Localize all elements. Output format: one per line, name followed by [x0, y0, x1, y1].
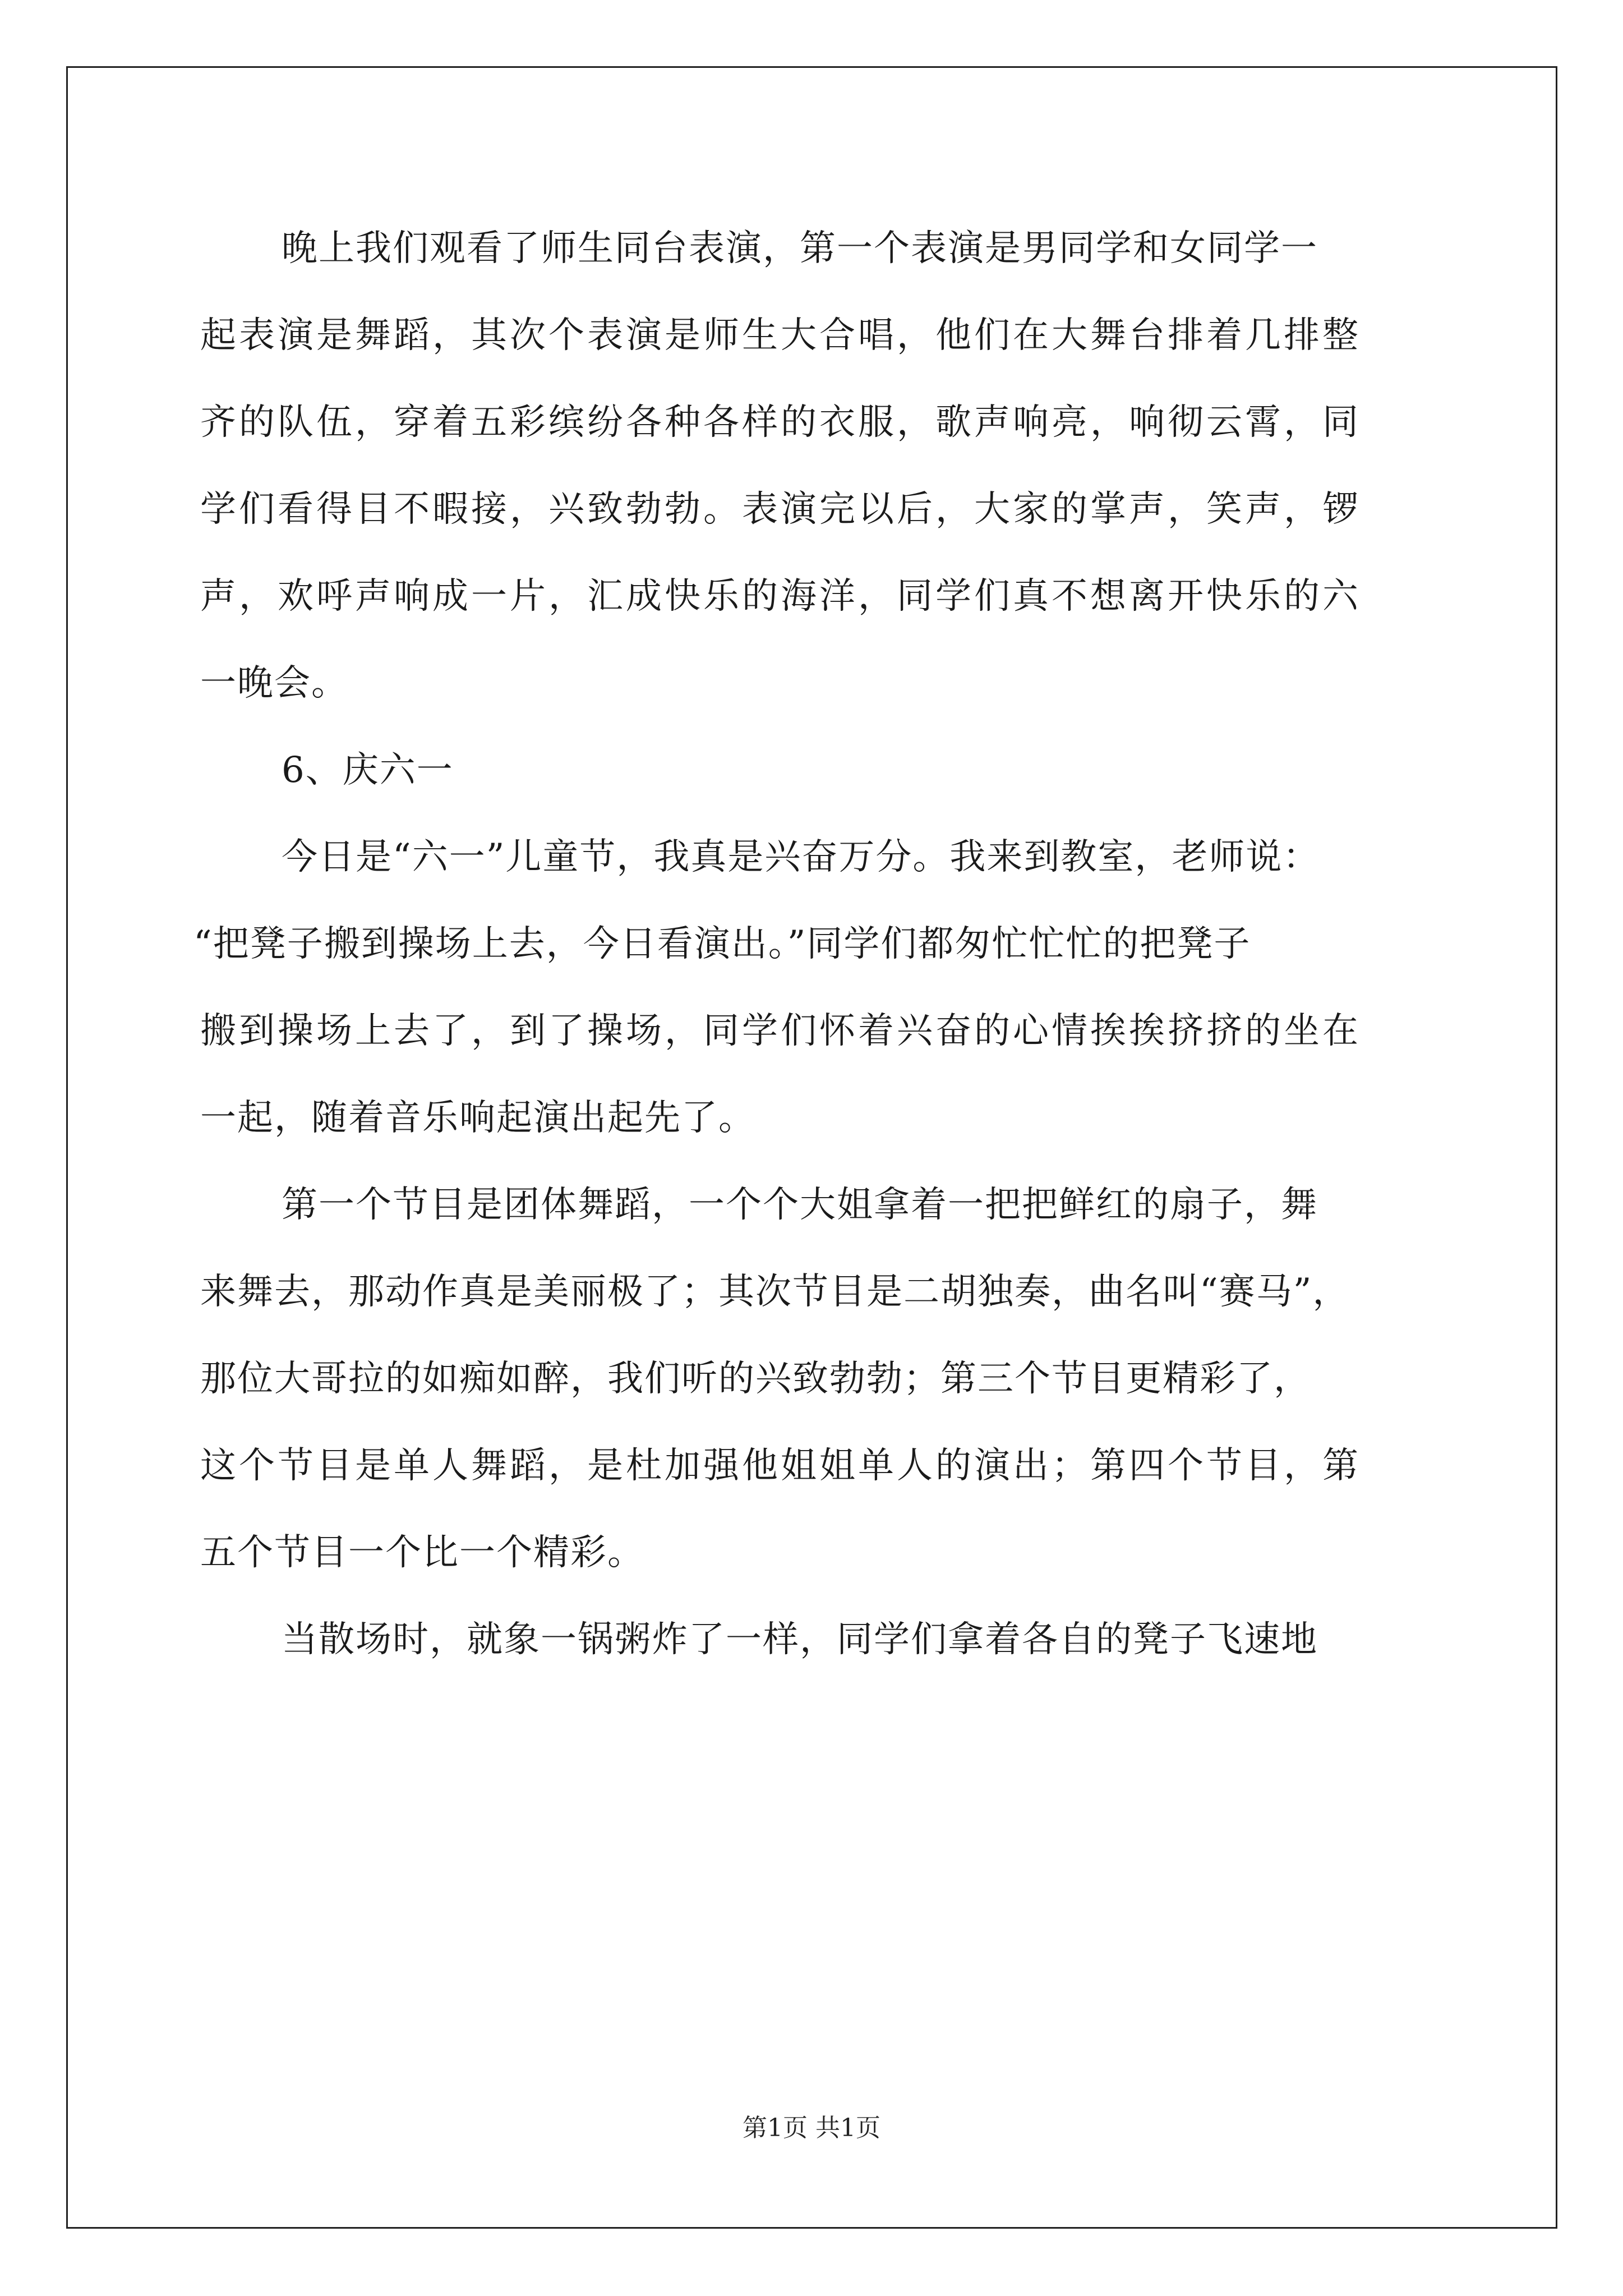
- section-heading: 6、庆六一: [282, 749, 454, 791]
- paragraph-line: 晚上我们观看了师生同台表演，第一个表演是男同学和女同学一: [282, 228, 1318, 269]
- paragraph-line: 来舞去，那动作真是美丽极了；其次节目是二胡独奏，曲名叫“赛马”，: [200, 1271, 1350, 1313]
- paragraph-line: 一起，随着音乐响起演出起先了。: [200, 1097, 755, 1139]
- paragraph-line: 搬到操场上去了，到了操场，同学们怀着兴奋的心情挨挨挤挤的坐在: [200, 1010, 1361, 1052]
- paragraph-line: 声，欢呼声响成一片，汇成快乐的海洋，同学们真不想离开快乐的六: [200, 576, 1361, 617]
- paragraph-line: 这个节目是单人舞蹈，是杜加强他姐姐单人的演出；第四个节目，第: [200, 1445, 1361, 1487]
- paragraph-line: 第一个节目是团体舞蹈，一个个大姐拿着一把把鲜红的扇子，舞: [282, 1184, 1318, 1226]
- page-number-footer: 第1页 共1页: [743, 2114, 880, 2142]
- paragraph-line: 学们看得目不暇接，兴致勃勃。表演完以后，大家的掌声，笑声，锣: [200, 489, 1361, 530]
- paragraph-line: 五个节目一个比一个精彩。: [200, 1532, 644, 1573]
- paragraph-line: 今日是“六一”儿童节，我真是兴奋万分。我来到教室，老师说：: [282, 836, 1320, 878]
- paragraph-line: 起表演是舞蹈，其次个表演是师生大合唱，他们在大舞台排着几排整: [200, 315, 1361, 356]
- paragraph-line: 当散场时，就象一锅粥炸了一样，同学们拿着各自的凳子飞速地: [282, 1619, 1318, 1660]
- paragraph-line: 那位大哥拉的如痴如醉，我们听的兴致勃勃；第三个节目更精彩了，: [200, 1358, 1311, 1400]
- paragraph-line: 一晚会。: [200, 662, 348, 704]
- paragraph-line: 齐的队伍，穿着五彩缤纷各种各样的衣服，歌声响亮，响彻云霄，同: [200, 402, 1361, 443]
- paragraph-line: “把凳子搬到操场上去，今日看演出。”同学们都匆忙忙忙的把凳子: [193, 923, 1251, 965]
